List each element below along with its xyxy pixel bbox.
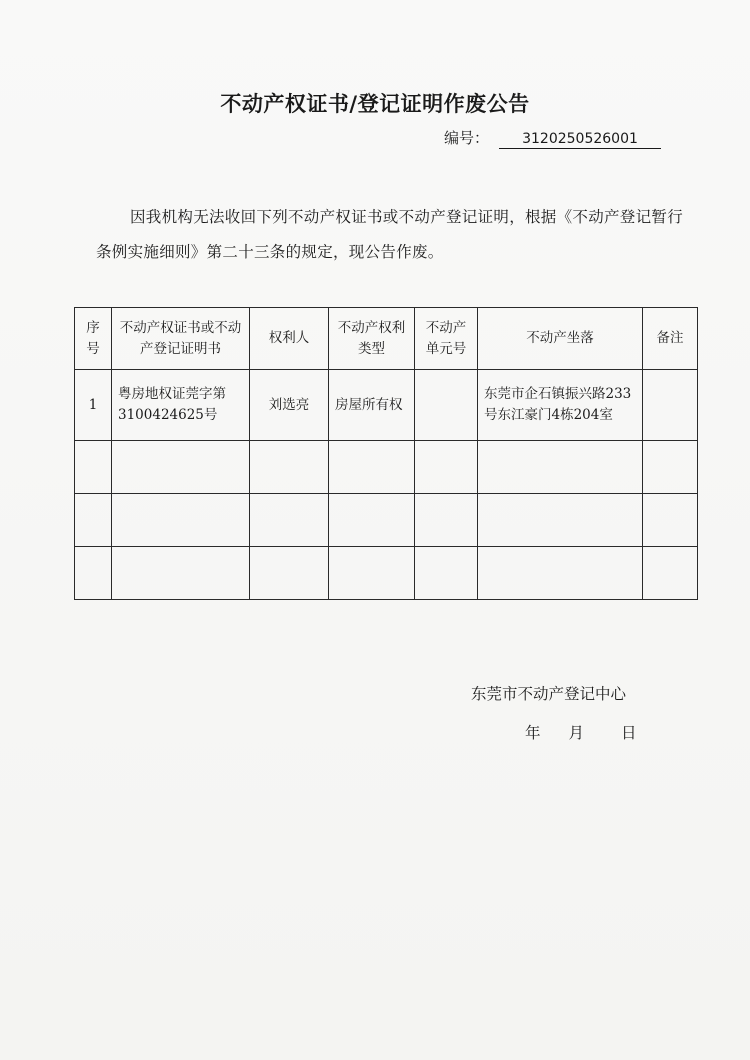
- number-label: 编号：: [444, 129, 490, 147]
- year-label: 年: [525, 724, 541, 742]
- header-right-type: 不动产权利类型: [329, 308, 415, 370]
- header-location: 不动产坐落: [478, 308, 643, 370]
- table-row-empty: [75, 547, 698, 600]
- cell-right-type: 房屋所有权: [329, 370, 415, 441]
- day-label: 日: [621, 724, 637, 742]
- cell-note: [643, 370, 698, 441]
- document-number: [444, 127, 661, 149]
- certificate-table: [74, 307, 698, 600]
- announcement-body: 因我机构无法收回下列不动产权证书或不动产登记证明，根据《不动产登记暂行条例实施细则》第二十三条的规定，现公告作废。: [96, 208, 684, 261]
- table-row-empty: [75, 441, 698, 494]
- number-value: 3120250526001: [499, 131, 661, 149]
- cell-no: 1: [75, 370, 112, 441]
- cell-location: 东莞市企石镇振兴路233号东江豪门4栋204室: [478, 370, 643, 441]
- cell-certificate: 粤房地权证莞字第3100424625号: [112, 370, 250, 441]
- cell-holder: 刘选亮: [250, 370, 329, 441]
- table-row-empty: [75, 494, 698, 547]
- cell-unit-number: [415, 370, 478, 441]
- header-no: 序号: [75, 308, 112, 370]
- table-row: [75, 370, 698, 441]
- issuing-organization: 东莞市不动产登记中心: [471, 685, 627, 703]
- date-line: [525, 721, 637, 743]
- page-title: 不动产权证书/登记证明作废公告: [220, 92, 530, 116]
- header-certificate: 不动产权证书或不动产登记证明书: [112, 308, 250, 370]
- header-note: 备注: [643, 308, 698, 370]
- month-label: 月: [568, 724, 585, 742]
- header-holder: 权利人: [250, 308, 329, 370]
- table-header-row: [75, 308, 698, 370]
- header-unit-number: 不动产单元号: [415, 308, 478, 370]
